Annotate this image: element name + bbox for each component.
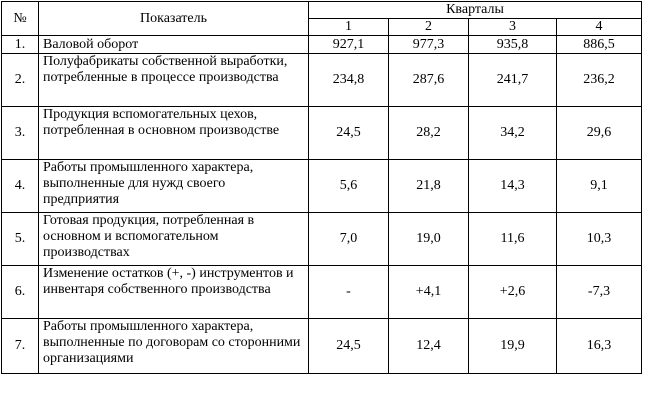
value-q2: 28,2 bbox=[389, 107, 469, 160]
value-q4: -7,3 bbox=[557, 266, 642, 319]
value-q2: 19,0 bbox=[389, 213, 469, 266]
row-indicator: Изменение остатков (+, -) инструментов и инвентаря собственного производства bbox=[39, 266, 309, 319]
value-q3: 11,6 bbox=[469, 213, 557, 266]
row-num: 7. bbox=[2, 319, 39, 374]
row-num: 6. bbox=[2, 266, 39, 319]
header-quarter-4: 4 bbox=[557, 19, 642, 36]
value-q3: +2,6 bbox=[469, 266, 557, 319]
header-quarter-2: 2 bbox=[389, 19, 469, 36]
value-q1: 24,5 bbox=[309, 319, 389, 374]
value-q3: 935,8 bbox=[469, 36, 557, 54]
value-q4: 29,6 bbox=[557, 107, 642, 160]
table-row bbox=[2, 319, 642, 374]
row-indicator: Полуфабрикаты собственной выработки, потребленные в процессе производства bbox=[39, 54, 309, 107]
row-num: 5. bbox=[2, 213, 39, 266]
table-row bbox=[2, 36, 642, 54]
header-quarters-group: Кварталы bbox=[309, 2, 642, 19]
table-row bbox=[2, 266, 642, 319]
value-q3: 19,9 bbox=[469, 319, 557, 374]
value-q1: 234,8 bbox=[309, 54, 389, 107]
value-q4: 236,2 bbox=[557, 54, 642, 107]
value-q1: - bbox=[309, 266, 389, 319]
value-q3: 14,3 bbox=[469, 160, 557, 213]
header-indicator: Показатель bbox=[39, 2, 309, 36]
value-q2: +4,1 bbox=[389, 266, 469, 319]
value-q1: 5,6 bbox=[309, 160, 389, 213]
value-q2: 12,4 bbox=[389, 319, 469, 374]
value-q4: 10,3 bbox=[557, 213, 642, 266]
indicators-table bbox=[1, 1, 642, 374]
value-q2: 977,3 bbox=[389, 36, 469, 54]
row-num: 1. bbox=[2, 36, 39, 54]
table-row bbox=[2, 107, 642, 160]
value-q2: 287,6 bbox=[389, 54, 469, 107]
value-q4: 9,1 bbox=[557, 160, 642, 213]
header-num: № bbox=[2, 2, 39, 36]
value-q2: 21,8 bbox=[389, 160, 469, 213]
table-row bbox=[2, 160, 642, 213]
value-q4: 886,5 bbox=[557, 36, 642, 54]
header-quarter-1: 1 bbox=[309, 19, 389, 36]
table-row bbox=[2, 54, 642, 107]
value-q3: 241,7 bbox=[469, 54, 557, 107]
row-num: 2. bbox=[2, 54, 39, 107]
value-q1: 927,1 bbox=[309, 36, 389, 54]
value-q1: 7,0 bbox=[309, 213, 389, 266]
value-q4: 16,3 bbox=[557, 319, 642, 374]
row-indicator: Валовой оборот bbox=[39, 36, 309, 54]
row-indicator: Работы промышленного характера, выполненные по договорам со сторонними организациями bbox=[39, 319, 309, 374]
value-q1: 24,5 bbox=[309, 107, 389, 160]
row-indicator: Готовая продукция, потребленная в основном и вспомогательном производствах bbox=[39, 213, 309, 266]
row-num: 4. bbox=[2, 160, 39, 213]
value-q3: 34,2 bbox=[469, 107, 557, 160]
table-row bbox=[2, 213, 642, 266]
row-num: 3. bbox=[2, 107, 39, 160]
row-indicator: Работы промышленного характера, выполненные для нужд своего предприятия bbox=[39, 160, 309, 213]
row-indicator: Продукция вспомогательных цехов, потребленная в основном производстве bbox=[39, 107, 309, 160]
header-quarter-3: 3 bbox=[469, 19, 557, 36]
